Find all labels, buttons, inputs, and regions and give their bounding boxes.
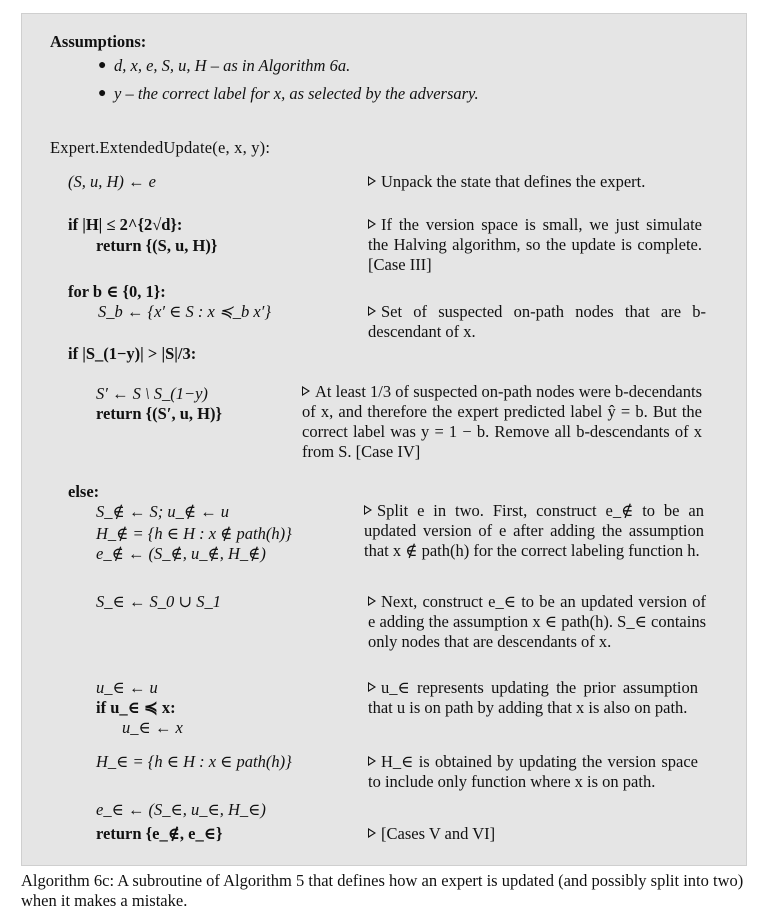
comment-marker-icon (368, 596, 376, 606)
assumptions-title: Assumptions: (50, 32, 147, 51)
code-line: e_∈ ← (S_∈, u_∈, H_∈) (96, 800, 266, 819)
comment: [Cases V and VI] (368, 824, 698, 844)
code-line: for b ∈ {0, 1}: (68, 282, 166, 301)
comment: If the version space is small, we just simulate the Halving algorithm, so the update is complete. [Case III] (368, 215, 702, 274)
code-line: return {(S, u, H)} (96, 236, 218, 255)
code-line: if |S_(1−y)| > |S|/3: (68, 344, 197, 363)
comment-marker-icon (368, 306, 376, 316)
code-line: u_∈ ← x (122, 718, 183, 737)
code-line: e_∉ ← (S_∉, u_∉, H_∉) (96, 544, 266, 563)
algorithm-box (21, 13, 747, 866)
procedure-header: Expert.ExtendedUpdate(e, x, y): (50, 138, 271, 157)
comment-marker-icon (368, 828, 376, 838)
code-line: return {e_∉, e_∈} (96, 824, 223, 843)
comment: At least 1/3 of suspected on-path nodes were b-decendants of x, and therefore the expert predicted label ŷ = b. But the correct label was y = 1 − b. Remove all b-descendants of x from S. [Case IV] (302, 382, 702, 461)
bullet-icon: ● (98, 86, 107, 101)
comment: Set of suspected on-path nodes that are b-descendant of x. (368, 302, 706, 341)
figure-caption: Algorithm 6c: A subroutine of Algorithm 5 that defines how an expert is updated (and possibly split into two) when it makes a mistake. (21, 871, 744, 910)
comment: Unpack the state that defines the expert. (368, 172, 728, 192)
comment: H_∈ is obtained by updating the version space to include only function where x is on path. (368, 752, 698, 791)
code-line: (S, u, H) ← e (68, 172, 156, 191)
comment: Next, construct e_∈ to be an updated version of e adding the assumption x ∈ path(h). S_∈ contains only nodes that are descendants of x. (368, 592, 706, 651)
comment-marker-icon (368, 682, 376, 692)
assumption-item: y – the correct label for x, as selected by the adversary. (114, 84, 479, 103)
assumption-item: d, x, e, S, u, H – as in Algorithm 6a. (114, 56, 351, 75)
comment: u_∈ represents updating the prior assumption that u is on path by adding that x is also on path. (368, 678, 698, 717)
comment: Split e in two. First, construct e_∉ to be an updated version of e after adding the assumption that x ∉ path(h) for the correct labeling function h. (364, 501, 704, 560)
comment-marker-icon (368, 219, 376, 229)
code-line: else: (68, 482, 100, 501)
bullet-icon: ● (98, 58, 107, 73)
code-line: if |H| ≤ 2^{2√d}: (68, 215, 183, 234)
code-line: S_∉ ← S; u_∉ ← u (96, 502, 230, 521)
code-line: H_∉ = {h ∈ H : x ∉ path(h)} (96, 524, 292, 543)
code-line: if u_∈ ≼ x: (96, 698, 176, 717)
comment-marker-icon (368, 756, 376, 766)
code-line: H_∈ = {h ∈ H : x ∈ path(h)} (96, 752, 292, 771)
code-line: return {(S′, u, H)} (96, 404, 222, 423)
comment-marker-icon (368, 176, 376, 186)
code-line: S′ ← S \ S_(1−y) (96, 384, 208, 403)
comment-marker-icon (364, 505, 372, 515)
code-line: S_∈ ← S_0 ∪ S_1 (96, 592, 222, 611)
comment-marker-icon (302, 386, 310, 396)
code-line: S_b ← {x′ ∈ S : x ≼_b x′} (98, 302, 271, 321)
code-line: u_∈ ← u (96, 678, 158, 697)
